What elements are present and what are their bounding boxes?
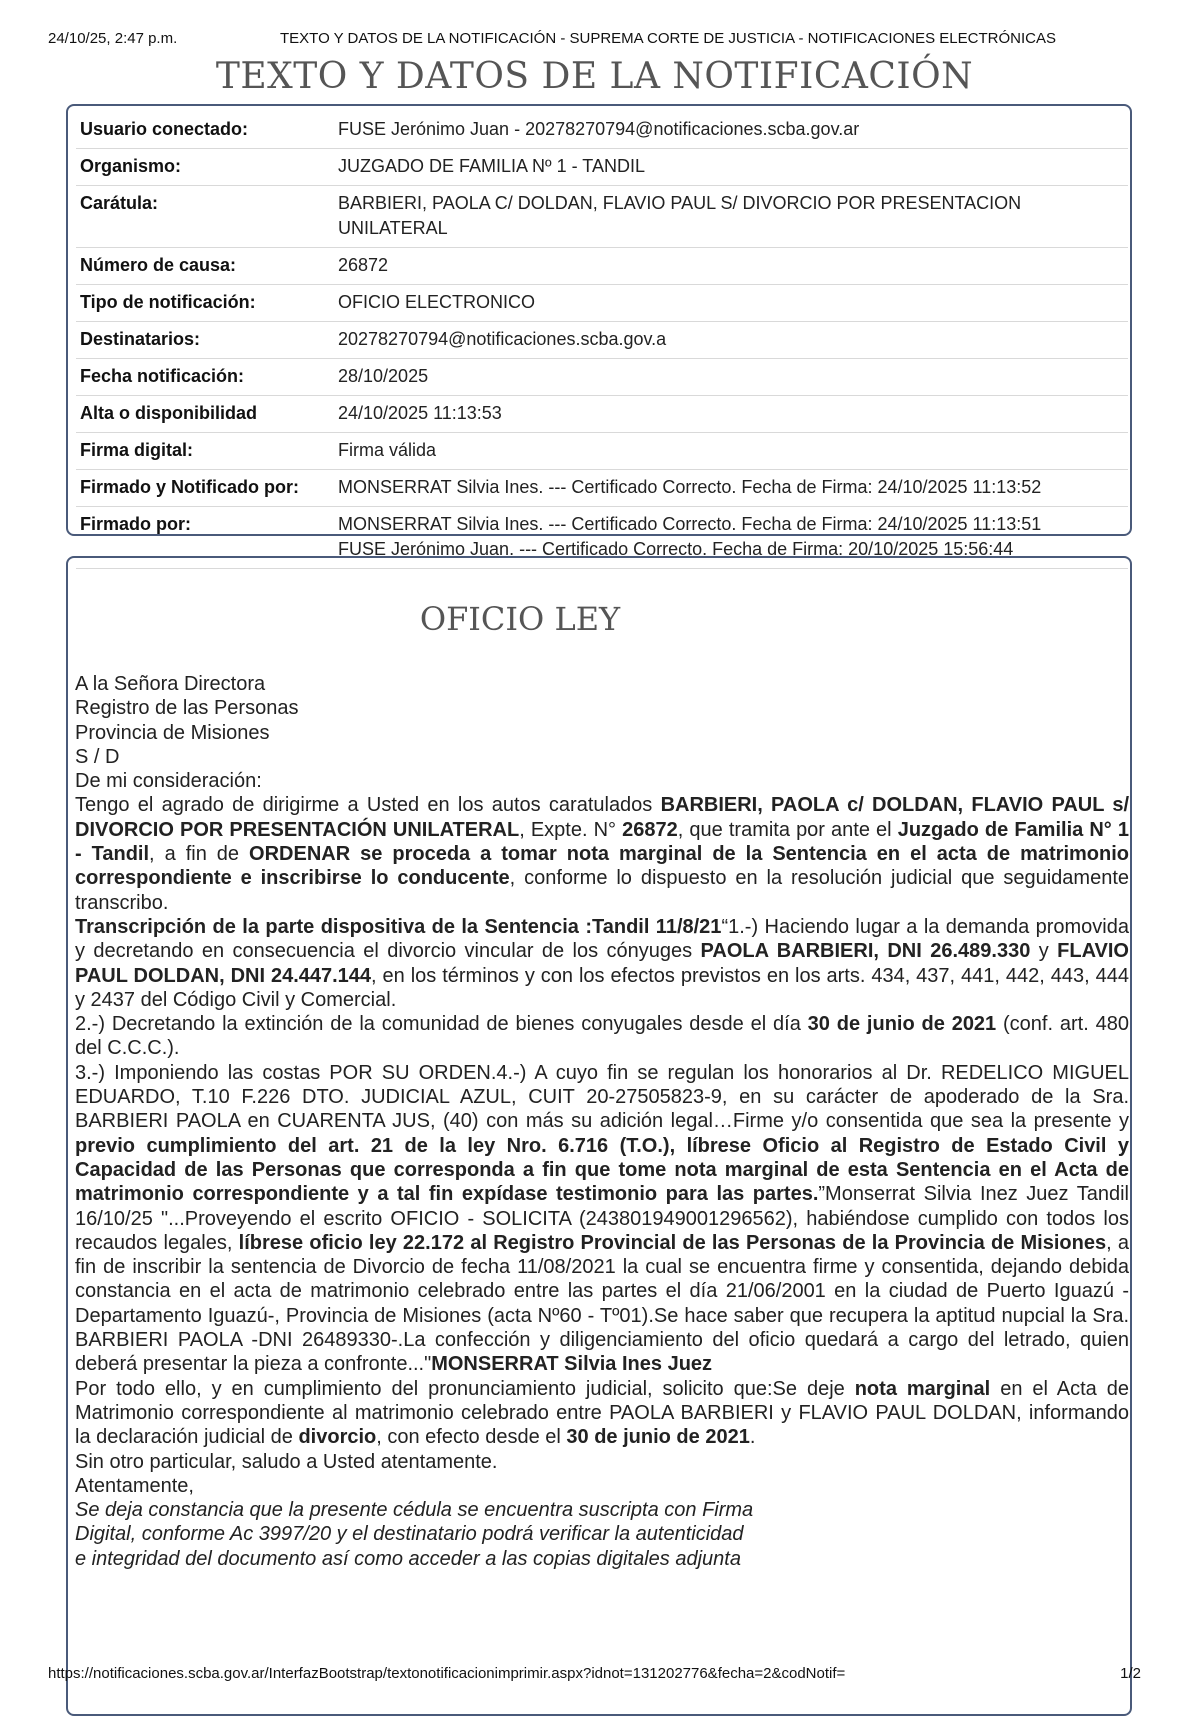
destinatarios-label: Destinatarios: — [76, 322, 334, 359]
firmado-notificado-label: Firmado y Notificado por: — [76, 470, 334, 507]
document-title: OFICIO LEY — [419, 600, 621, 638]
addressee-line: Provincia de Misiones — [75, 721, 270, 744]
tipo-notificacion-value: OFICIO ELECTRONICO — [334, 285, 1128, 322]
closing-line: Atentamente, — [75, 1474, 194, 1497]
print-url: https://notificaciones.scba.gov.ar/InterfazBootstrap/textonotificacionimprimir.aspx?idnot=131202776&fecha=2&codNotif= — [48, 1665, 846, 1682]
addressee-line: Registro de las Personas — [75, 697, 299, 720]
usuario-label: Usuario conectado: — [76, 112, 334, 149]
firmado-notificado-value: MONSERRAT Silvia Ines. --- Certificado Correcto. Fecha de Firma: 24/10/2025 11:13:52 — [334, 470, 1128, 507]
table-row — [76, 359, 1128, 396]
table-row — [76, 186, 1128, 248]
table-row — [76, 322, 1128, 359]
alta-label: Alta o disponibilidad — [76, 396, 334, 433]
print-timestamp: 24/10/25, 2:47 p.m. — [48, 30, 178, 47]
organismo-value: JUZGADO DE FAMILIA Nº 1 - TANDIL — [334, 149, 1128, 186]
numero-causa-value: 26872 — [334, 248, 1128, 285]
destinatarios-value: 20278270794@notificaciones.scba.gov.a — [334, 322, 1128, 359]
paragraph-intro: Tengo el agrado de dirigirme a Usted en los autos caratulados BARBIERI, PAOLA c/ DOLDAN, FLAVIO PAUL s/ DIVORCIO POR PRESENTACIÓN UNILATERAL, Expte. N° 26872, que tramita por ante el Juzgado de Familia N° 1 - Tandil, a fin de ORDENAR se proceda a tomar nota marginal de la Sentencia en el acta de matrimonio correspondiente e inscribirse lo conducente, conforme lo dispuesto en la resolución judicial que seguidamente transcribo. — [75, 794, 1129, 914]
notification-data-card — [66, 104, 1132, 559]
firmado-por-line: FUSE Jerónimo Juan. --- Certificado Correcto. Fecha de Firma: 20/10/2025 15:56:44 — [338, 539, 1014, 559]
signature-note-line: e integridad del documento así como acceder a las copias digitales adjunta — [75, 1547, 741, 1570]
numero-causa-label: Número de causa: — [76, 248, 334, 285]
page-number: 1/2 — [1120, 1665, 1141, 1682]
print-header — [48, 30, 1141, 50]
greeting: De mi consideración: — [75, 770, 262, 793]
table-row — [76, 112, 1128, 149]
table-row — [76, 248, 1128, 285]
firmado-por-line: MONSERRAT Silvia Ines. --- Certificado Correcto. Fecha de Firma: 24/10/2025 11:13:51 — [338, 514, 1042, 534]
signature-note-line: Digital, conforme Ac 3997/20 y el destinatario podrá verificar la autenticidad — [75, 1523, 744, 1546]
fecha-notificacion-label: Fecha notificación: — [76, 359, 334, 396]
firma-digital-value: Firma válida — [334, 433, 1128, 470]
table-row — [76, 433, 1128, 470]
firmado-por-label: Firmado por: — [76, 507, 334, 569]
organismo-label: Organismo: — [76, 149, 334, 186]
paragraph-point-3: 3.-) Imponiendo las costas POR SU ORDEN.4.-) A cuyo fin se regulan los honorarios al Dr. REDELICO MIGUEL EDUARDO, T.10 F.226 DTO. JUDICIAL AZUL, CUIT 20-27505823-9, en su carácter de apoderado de la Sra. BARBIERI PAOLA en CUARENTA JUS, (40) con más su adición legal…Firme y/o consentida que sea la presente y previo cumplimiento del art. 21 de la ley Nro. 6.716 (T.O.), líbrese Oficio al Registro de Estado Civil y Capacidad de las Personas que corresponda a fin que tome nota marginal de esta Sentencia en el Acta de matrimonio correspondiente y a tal fin expídase testimonio para las partes.”Monserrat Silvia Inez Juez Tandil 16/10/25 "...Proveyendo el escrito OFICIO - SOLICITA (243801949001296562), habiéndose cumplido con todos los recaudos legales, líbrese oficio ley 22.172 al Registro Provincial de las Personas de la Provincia de Misiones, a fin de inscribir la sentencia de Divorcio de fecha 11/08/2021 la cual se encuentra firme y consentida, dejando debida constancia en el acta de matrimonio celebrado entre las partes el día 21/06/2001 en la ciudad de Puerto Iguazú -Departamento Iguazú-, Provincia de Misiones (acta Nº60 - Tº01).Se hace saber que recupera la aptitud nupcial la Sra. BARBIERI PAOLA -DNI 26489330-.La confección y diligenciamiento del oficio quedará a cargo del letrado, quien deberá presentar la pieza a confronte..."MONSERRAT Silvia Ines Juez — [75, 1061, 1129, 1376]
signature-note-line: Se deja constancia que la presente cédula se encuentra suscripta con Firma — [75, 1499, 754, 1522]
caratula-value: BARBIERI, PAOLA C/ DOLDAN, FLAVIO PAUL S/ DIVORCIO POR PRESENTACION UNILATERAL — [334, 186, 1128, 248]
document-body — [75, 672, 1129, 1571]
page-title: TEXTO Y DATOS DE LA NOTIFICACIÓN — [215, 56, 974, 97]
paragraph-transcription: Transcripción de la parte dispositiva de la Sentencia :Tandil 11/8/21“1.-) Haciendo lugar a la demanda promovida y decretando en consecuencia el divorcio vincular de los cónyuges PAOLA BARBIERI, DNI 26.489.330 y FLAVIO PAUL DOLDAN, DNI 24.447.144, en los términos y con los efectos previstos en los arts. 434, 437, 441, 442, 443, 444 y 2437 del Código Civil y Comercial. — [75, 915, 1129, 1011]
fecha-notificacion-value: 28/10/2025 — [334, 359, 1128, 396]
paragraph-point-2: 2.-) Decretando la extinción de la comunidad de bienes conyugales desde el día 30 de junio de 2021 (conf. art. 480 del C.C.C.). — [75, 1013, 1129, 1060]
caratula-label: Carátula: — [76, 186, 334, 248]
table-row — [76, 396, 1128, 433]
addressee-line: S / D — [75, 745, 120, 768]
alta-value: 24/10/2025 11:13:53 — [334, 396, 1128, 433]
closing-line: Sin otro particular, saludo a Usted atentamente. — [75, 1450, 498, 1473]
tipo-notificacion-label: Tipo de notificación: — [76, 285, 334, 322]
table-row — [76, 285, 1128, 322]
print-header-title: TEXTO Y DATOS DE LA NOTIFICACIÓN - SUPREMA CORTE DE JUSTICIA - NOTIFICACIONES ELECTRÓNICAS — [280, 30, 1056, 47]
table-row — [76, 470, 1128, 507]
paragraph-request: Por todo ello, y en cumplimiento del pronunciamiento judicial, solicito que:Se deje nota marginal en el Acta de Matrimonio correspondiente al matrimonio celebrado entre PAOLA BARBIERI y FLAVIO PAUL DOLDAN, informando la declaración judicial de divorcio, con efecto desde el 30 de junio de 2021. — [75, 1377, 1129, 1449]
firma-digital-label: Firma digital: — [76, 433, 334, 470]
usuario-value: FUSE Jerónimo Juan - 20278270794@notificaciones.scba.gov.ar — [334, 112, 1128, 149]
addressee-line: A la Señora Directora — [75, 673, 266, 695]
table-row — [76, 149, 1128, 186]
notification-data-table — [76, 112, 1128, 569]
